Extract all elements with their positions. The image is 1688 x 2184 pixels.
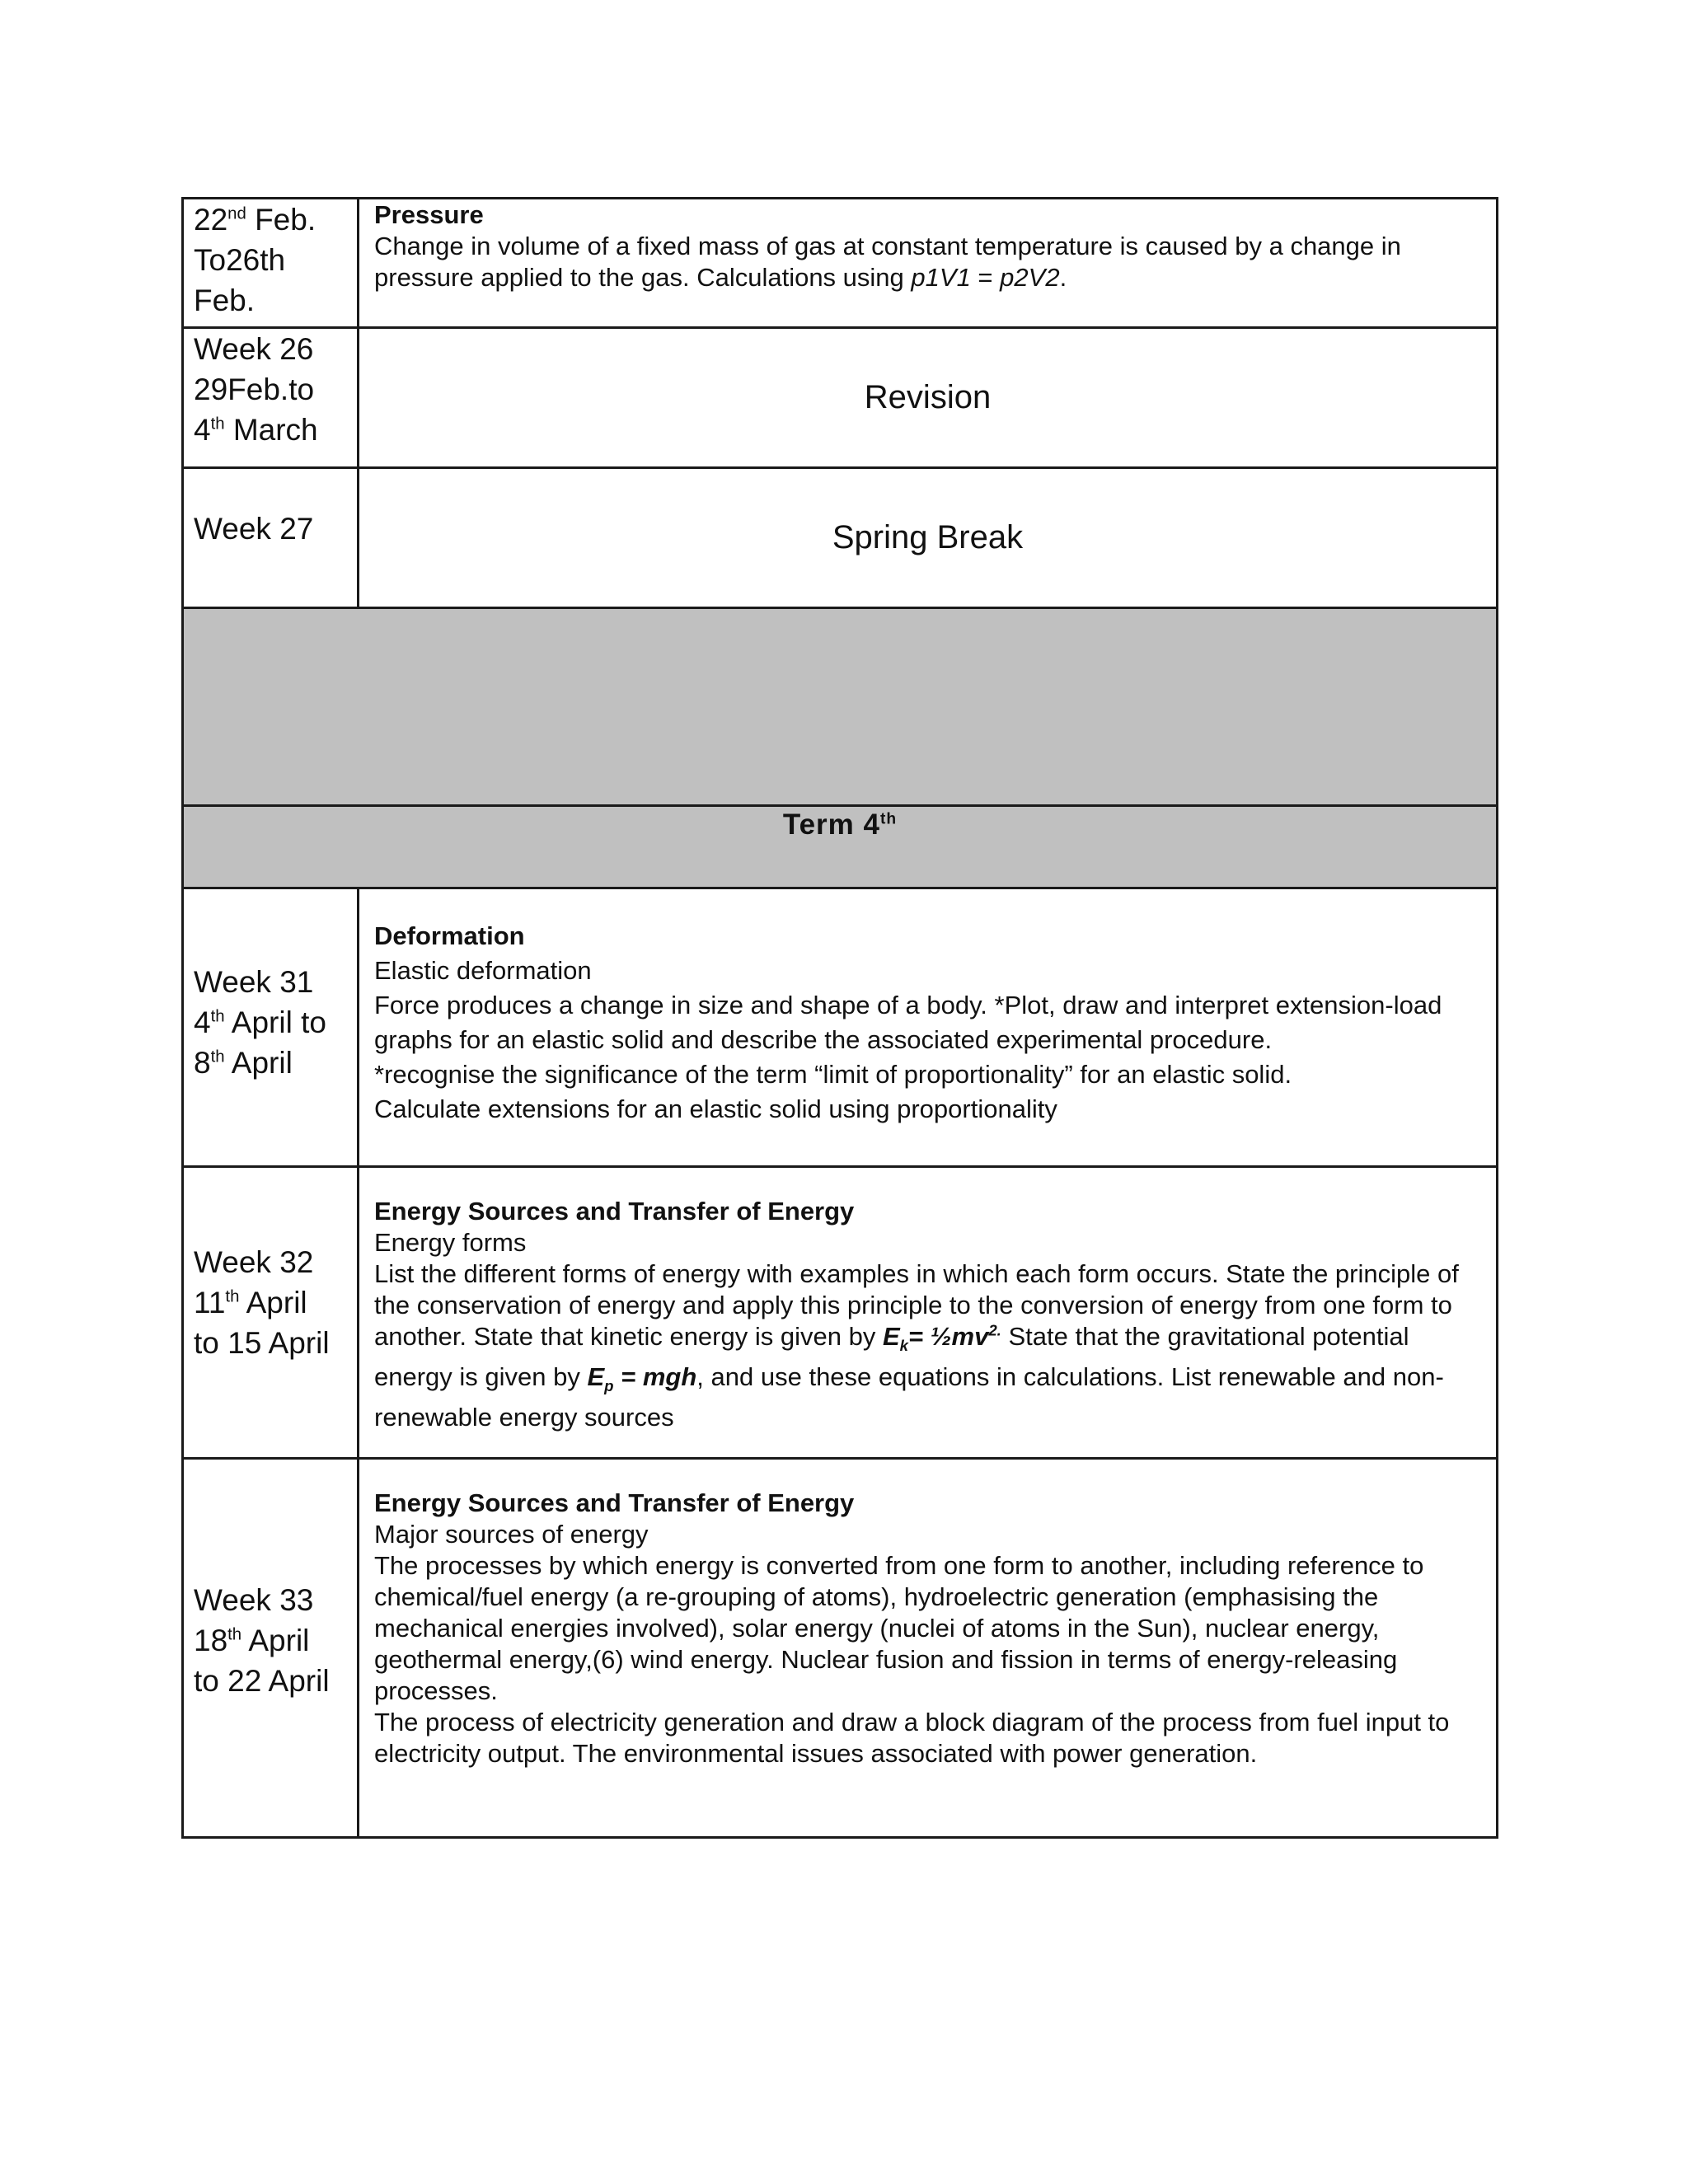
week-date-line: 8th April	[194, 1046, 293, 1080]
week-date-line: 22nd Feb.	[194, 203, 316, 237]
week-date-line: 4th April to	[194, 1005, 326, 1039]
topic-description: The process of electricity generation and draw a block diagram of the process from fuel input to electricity output. The environmental issues associated with power generation.	[374, 1708, 1450, 1768]
spring-break-label: Spring Break	[832, 519, 1024, 555]
week-cell	[183, 468, 359, 608]
week-date-line: 29Feb.to	[194, 373, 315, 406]
revision-label: Revision	[864, 379, 992, 415]
topic-description: List the different forms of energy with examples in which each form occurs. State the principle of the conservation of energy and apply this principle to the conversion of energy from one form to another. State that kinetic energy is given by $E_k=$ $\frac{1}{2}mv^{2.}$ State that the gravitational potential energy is given by $E_p$ = mgh, and use these equations in calculations. List renewable and non-renewable energy sources	[374, 1259, 1459, 1432]
topic-description: Calculate extensions for an elastic solid using proportionality	[374, 1094, 1057, 1123]
topic-title: Deformation	[374, 921, 525, 950]
term-heading: Term 4th	[782, 808, 898, 841]
topic-description: geothermal energy,(6) wind energy. Nuclear fusion and fission in terms of energy-releasing processes.	[374, 1645, 1398, 1705]
table-row	[183, 1459, 1498, 1838]
potential-energy-formula: $E_p$ = mgh	[587, 1362, 697, 1395]
week-date-line: to 15 April	[194, 1326, 330, 1360]
topic-description: The processes by which energy is converted from one form to another, including reference to chemical/fuel energy (a re-grouping of atoms), hydroelectric generation (emphasising the mechanical energies involved), solar energy (nuclei of atoms in the Sun), nuclear energy,	[374, 1551, 1424, 1643]
kinetic-energy-formula: $E_k=$ $\frac{1}{2}mv^{2.}$	[882, 1321, 1001, 1355]
formula: p1V1	[911, 263, 971, 292]
table-row	[183, 468, 1498, 608]
week-label: Week 33	[194, 1583, 314, 1617]
topic-subtitle: Energy forms	[374, 1228, 527, 1257]
term-header-cell	[183, 806, 1498, 888]
table-row	[183, 199, 1498, 328]
week-cell	[183, 199, 359, 328]
table-row	[183, 328, 1498, 468]
scheme-of-work-table	[181, 197, 1498, 1839]
table-row	[183, 608, 1498, 806]
content-cell	[359, 888, 1498, 1167]
week-date-line: 4th March	[194, 413, 318, 447]
topic-description: Force produces a change in size and shape of a body. *Plot, draw and interpret extension-load graphs for an elastic solid and describe the associated experimental procedure.	[374, 991, 1442, 1054]
content-cell	[359, 199, 1498, 328]
content-cell	[359, 328, 1498, 468]
formula: p2V2	[1000, 263, 1060, 292]
week-label: Week 27	[194, 512, 314, 546]
topic-subtitle: Major sources of energy	[374, 1520, 649, 1549]
week-cell	[183, 328, 359, 468]
topic-title: Pressure	[374, 200, 484, 229]
week-cell	[183, 1167, 359, 1459]
topic-description: Change in volume of a fixed mass of gas at constant temperature is caused by a change in pressure applied to the gas. Calculations using p1V1 = p2V2.	[374, 232, 1401, 292]
topic-subtitle: Elastic deformation	[374, 956, 592, 985]
content-cell	[359, 1167, 1498, 1459]
topic-title: Energy Sources and Transfer of Energy	[374, 1197, 855, 1226]
week-date-line: Feb.	[194, 284, 256, 317]
week-label: Week 26	[194, 332, 314, 366]
grey-spacer	[183, 608, 1498, 806]
week-date-line: 18th April	[194, 1624, 310, 1657]
week-cell	[183, 1459, 359, 1838]
topic-description: *recognise the significance of the term “limit of proportionality” for an elastic solid.	[374, 1060, 1292, 1089]
content-cell	[359, 1459, 1498, 1838]
content-cell	[359, 468, 1498, 608]
week-label: Week 31	[194, 965, 314, 999]
week-date-line: to 22 April	[194, 1664, 330, 1698]
week-cell	[183, 888, 359, 1167]
topic-title: Energy Sources and Transfer of Energy	[374, 1488, 855, 1517]
table-row	[183, 1167, 1498, 1459]
table-row	[183, 806, 1498, 888]
table-row	[183, 888, 1498, 1167]
week-date-line: To26th	[194, 243, 286, 277]
week-label: Week 32	[194, 1245, 314, 1279]
week-date-line: 11th April	[194, 1286, 307, 1319]
